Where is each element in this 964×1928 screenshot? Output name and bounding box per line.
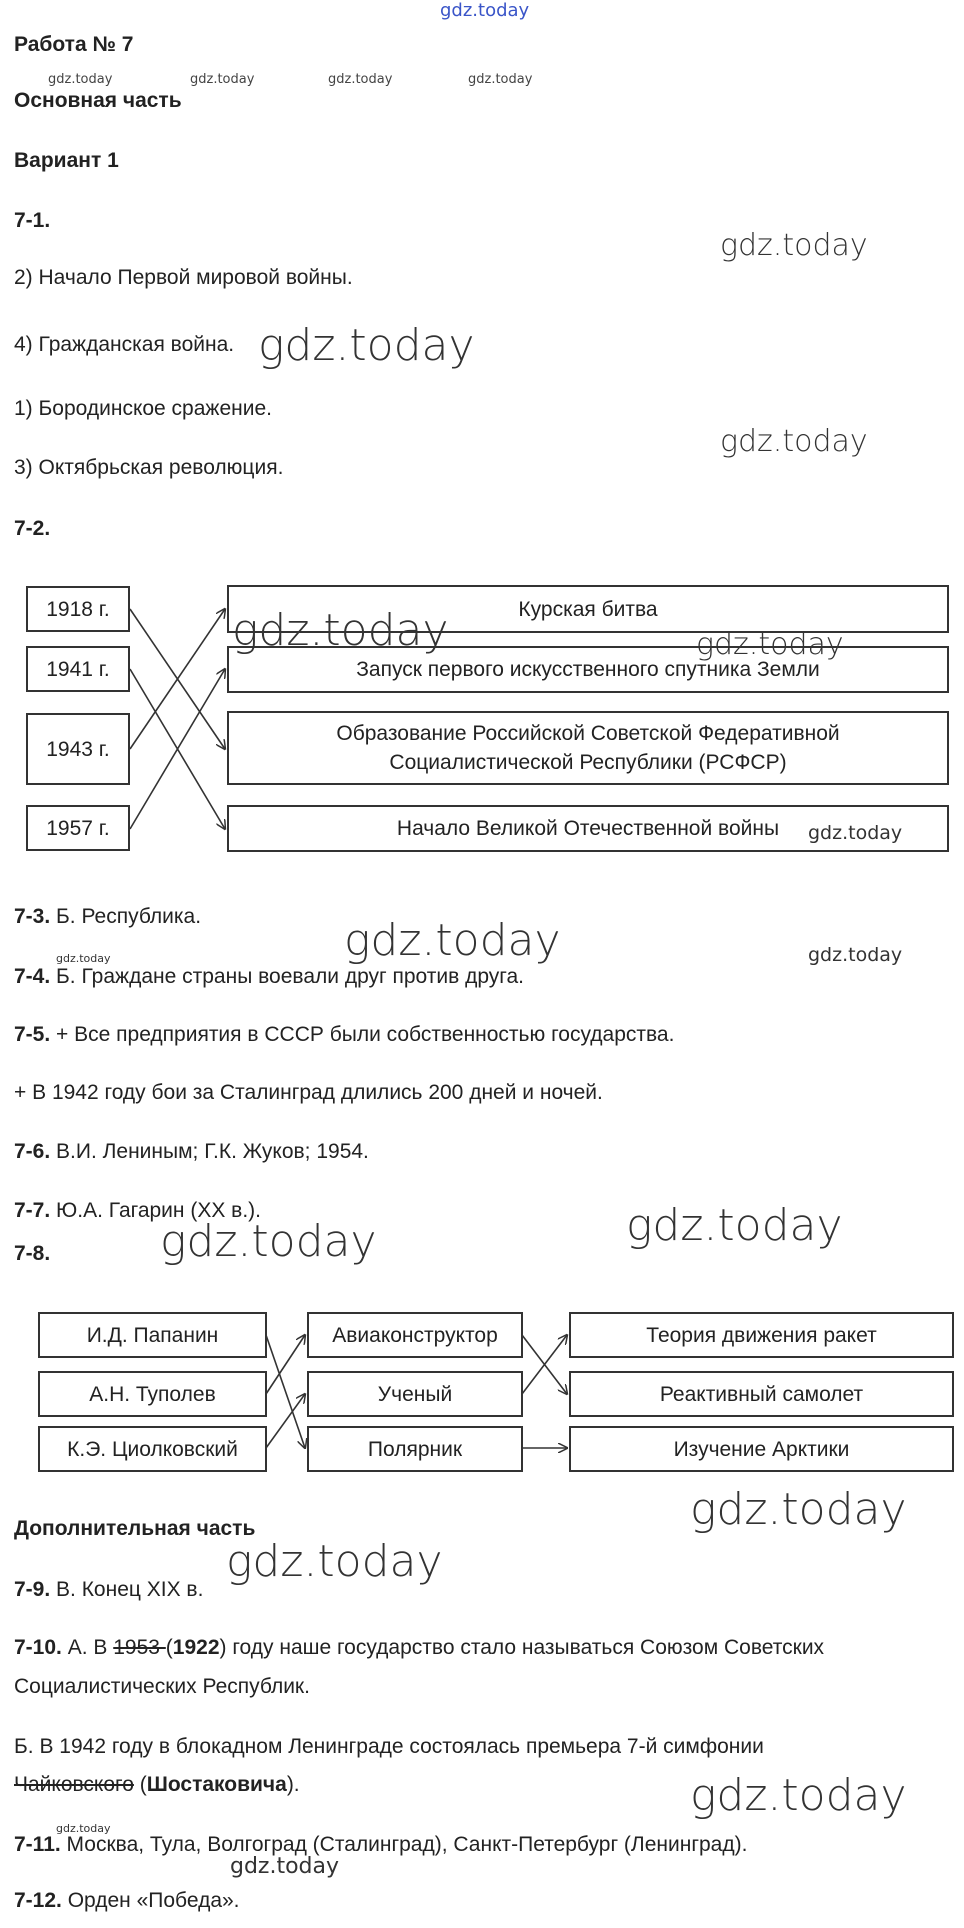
task-label: 7-6. xyxy=(14,1140,51,1163)
task-answer: В. Конец XIX в. xyxy=(50,1578,204,1601)
achievement-box xyxy=(569,1312,954,1358)
task-7-12 xyxy=(14,1888,240,1914)
watermark: gdz.today xyxy=(696,627,844,662)
watermark: gdz.today xyxy=(160,1216,377,1267)
watermark-small-3: gdz.today xyxy=(328,72,393,87)
achievement-box xyxy=(569,1426,954,1472)
task-7-8-label: 7-8. xyxy=(14,1242,51,1265)
task-label: 7-12. xyxy=(14,1889,62,1912)
main-part-heading: Основная часть xyxy=(14,89,182,112)
task-7-10-b-line2 xyxy=(14,1772,300,1798)
task-7-6 xyxy=(14,1139,369,1165)
watermark-small-1: gdz.today xyxy=(48,72,113,87)
role-box xyxy=(307,1426,523,1472)
task-answer: Москва, Тула, Волгоград (Сталинград), Санкт-Петербург (Ленинград). xyxy=(60,1833,748,1856)
watermark-small-4: gdz.today xyxy=(468,72,533,87)
role-label: Ученый xyxy=(377,1382,453,1406)
year-label: 1918 г. xyxy=(46,597,110,621)
watermark: gdz.today xyxy=(258,320,475,371)
watermark: gdz.today xyxy=(690,1770,907,1821)
task-7-1-item: 1) Бородинское сражение. xyxy=(14,397,272,420)
task-7-10-b-line1: Б. В 1942 году в блокадном Ленинграде состоялась премьера 7-й симфонии xyxy=(14,1735,764,1758)
event-label-line1: Образование Российской Советской Федеративной xyxy=(336,722,840,745)
task-7-5-line2: + В 1942 году бои за Сталинград длились 200 дней и ночей. xyxy=(14,1081,603,1104)
task-label: 7-4. xyxy=(14,965,51,988)
achievement-box xyxy=(569,1371,954,1417)
watermark: gdz.today xyxy=(808,944,903,966)
extra-part-heading: Дополнительная часть xyxy=(14,1517,256,1540)
task-label: 7-5. xyxy=(14,1023,51,1046)
task-7-2-label: 7-2. xyxy=(14,517,51,540)
watermark: gdz.today xyxy=(808,822,903,844)
role-label: Авиаконструктор xyxy=(332,1323,498,1347)
task-label: 7-11. xyxy=(14,1833,61,1856)
task-answer: ) году наше государство стало называться Союзом Советских xyxy=(219,1636,825,1659)
task-answer: Б. Граждане страны воевали друг против друга. xyxy=(50,965,525,988)
page-title: Работа № 7 xyxy=(14,33,134,56)
task-7-10-a-line2: Социалистических Республик. xyxy=(14,1675,310,1698)
watermark: gdz.today xyxy=(626,1200,843,1251)
person-box xyxy=(38,1312,267,1358)
watermark: gdz.today xyxy=(720,424,868,459)
watermark: gdz.today xyxy=(720,228,868,263)
year-label: 1957 г. xyxy=(46,816,110,840)
task-answer: + Все предприятия в СССР были собственностью государства. xyxy=(50,1023,675,1046)
person-label: А.Н. Туполев xyxy=(89,1382,216,1406)
task-7-5 xyxy=(14,1022,674,1048)
task-7-4 xyxy=(14,964,524,990)
header-watermark: gdz.today xyxy=(440,0,530,21)
task-7-1-item: 2) Начало Первой мировой войны. xyxy=(14,266,353,289)
person-box xyxy=(38,1371,267,1417)
task-label: 7-7. xyxy=(14,1199,51,1222)
event-label: Начало Великой Отечественной войны xyxy=(396,817,780,840)
task-7-11 xyxy=(14,1832,747,1858)
watermark-small-2: gdz.today xyxy=(190,72,255,87)
task-answer: Ю.А. Гагарин (XX в.). xyxy=(50,1199,261,1222)
struck-year: 1953 xyxy=(113,1636,166,1659)
achievement-label: Изучение Арктики xyxy=(673,1437,850,1461)
task-answer: А. В xyxy=(61,1636,114,1659)
role-label: Полярник xyxy=(367,1437,463,1461)
achievement-label: Теория движения ракет xyxy=(646,1323,877,1347)
event-label-line2: Социалистической Республики (РСФСР) xyxy=(389,751,787,774)
event-label: Запуск первого искусственного спутника Земли xyxy=(356,658,820,681)
watermark: gdz.today xyxy=(56,1822,111,1835)
task-7-1-label: 7-1. xyxy=(14,209,51,232)
variant-heading: Вариант 1 xyxy=(14,149,119,172)
person-label: К.Э. Циолковский xyxy=(67,1437,238,1461)
achievement-label: Реактивный самолет xyxy=(659,1382,864,1406)
event-label: Курская битва xyxy=(518,597,658,621)
task-answer: Б. Республика. xyxy=(50,905,202,928)
struck-name: Чайковского xyxy=(14,1773,134,1796)
task-7-1-item: 3) Октябрьская революция. xyxy=(14,456,284,479)
task-7-9 xyxy=(14,1577,203,1603)
task-7-1-item: 4) Гражданская война. xyxy=(14,333,235,356)
year-label: 1941 г. xyxy=(46,657,110,681)
watermark: gdz.today xyxy=(56,952,111,965)
task-label: 7-10. xyxy=(14,1636,62,1659)
correct-name: Шостаковича xyxy=(146,1773,287,1796)
task-answer: В.И. Лениным; Г.К. Жуков; 1954. xyxy=(50,1140,369,1163)
role-box xyxy=(307,1312,523,1358)
task-7-10-a xyxy=(14,1635,824,1661)
task-7-3 xyxy=(14,904,201,930)
paren-open: ( xyxy=(133,1773,147,1796)
paren-open: ( xyxy=(165,1636,173,1659)
correct-year: 1922 xyxy=(172,1636,220,1659)
task-answer: Орден «Победа». xyxy=(61,1889,240,1912)
watermark: gdz.today xyxy=(226,1536,443,1587)
watermark: gdz.today xyxy=(690,1484,907,1535)
watermark: gdz.today xyxy=(344,915,561,966)
watermark: gdz.today xyxy=(230,1854,340,1879)
role-box xyxy=(307,1371,523,1417)
year-label: 1943 г. xyxy=(46,737,110,761)
task-label: 7-9. xyxy=(14,1578,51,1601)
task-label: 7-3. xyxy=(14,905,51,928)
person-box xyxy=(38,1426,267,1472)
watermark: gdz.today xyxy=(232,605,449,656)
person-label: И.Д. Папанин xyxy=(86,1323,219,1347)
paren-close: ). xyxy=(286,1773,300,1796)
